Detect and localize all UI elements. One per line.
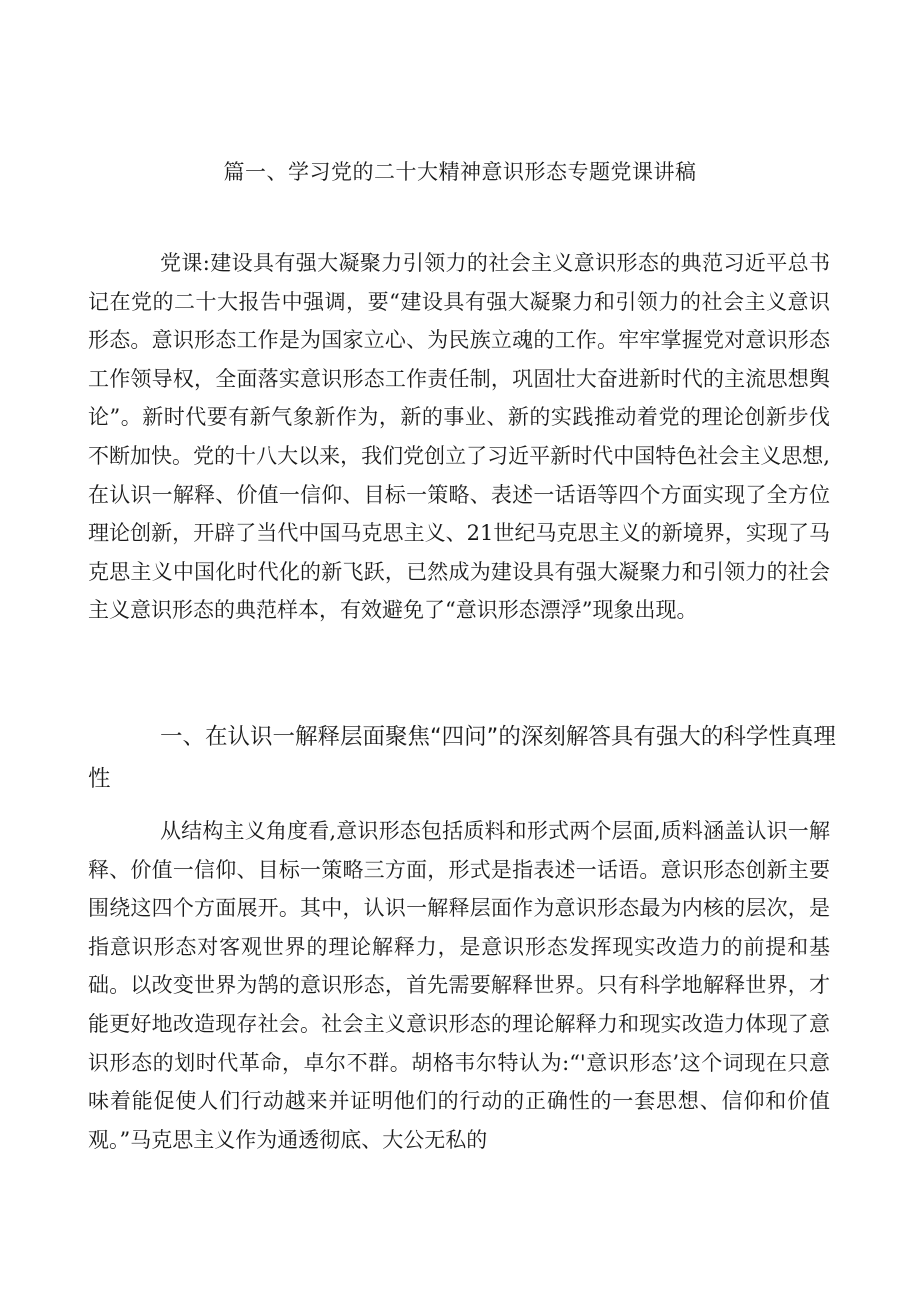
intro-paragraph: 党课:建设具有强大凝聚力引领力的社会主义意识形态的典范习近平总书记在党的二十大报告中强调，要“建设具有强大凝聚力和引领力的社会主义意识形态。意识形态工作是为国家立心、为民族立魂的工作。牢牢掌握党对意识形态工作领导权，全面落实意识形态工作责任制，巩固壮大奋进新时代的主流思想舆论”。新时代要有新气象新作为，新的事业、新的实践推动着党的理论创新步伐不断加快。党的十八大以来，我们党创立了习近平新时代中国特色社会主义思想,在认识一解释、价值一信仰、目标一策略、表述一话语等四个方面实现了全方位理论创新，开辟了当代中国马克思主义、21世纪马克思主义的新境界，实现了马克思主义中国化时代化的新飞跃，已然成为建设具有强大凝聚力和引领力的社会主义意识形态的典范样本，有效避免了“意识形态漂浮”现象出现。: [88, 251, 830, 623]
section-heading: 一、在认识一解释层面聚焦“四问”的深刻解答具有强大的科学性真理性: [88, 724, 836, 792]
section-body-paragraph: 从结构主义角度看,意识形态包括质料和形式两个层面,质料涵盖认识一解释、价值一信仰、目标一策略三方面，形式是指表述一话语。意识形态创新主要围绕这四个方面展开。其中，认识一解释层面作为意识形态最为内核的层次，是指意识形态对客观世界的理论解释力，是意识形态发挥现实改造力的前提和基础。以改变世界为鹄的意识形态，首先需要解释世界。只有科学地解释世界，才能更好地改造现存社会。社会主义意识形态的理论解释力和现实改造力体现了意识形态的划时代革命，卓尔不群。胡格韦尔特认为:“'意识形态’这个词现在只意味着能促使人们行动越来并证明他们的行动的正确性的一套思想、信仰和价值观。”马克思主义作为通透彻底、大公无私的: [88, 819, 830, 1152]
document-title: 篇一、学习党的二十大精神意识形态专题党课讲稿: [223, 160, 697, 184]
